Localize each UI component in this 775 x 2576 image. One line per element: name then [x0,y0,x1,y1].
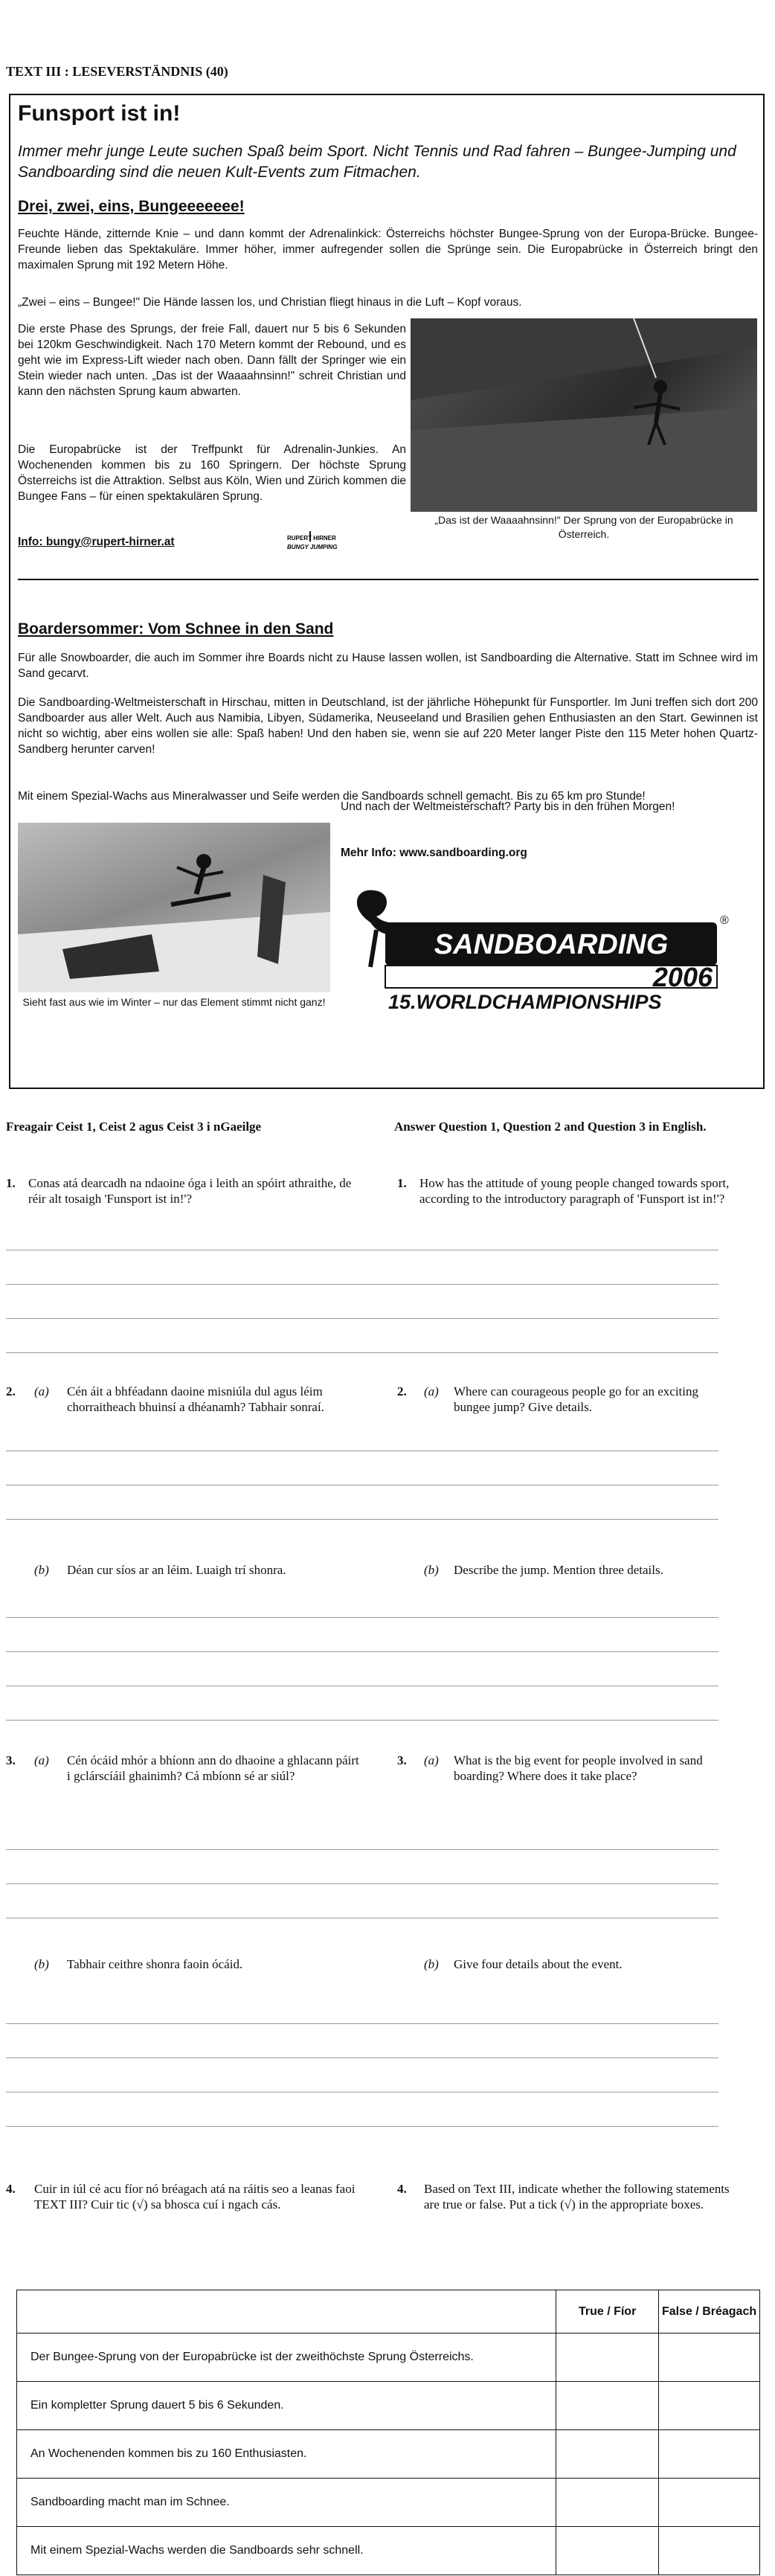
table-header-row [17,2290,760,2334]
answer-line[interactable] [6,1352,718,1353]
section-title: TEXT III : LESEVERSTÄNDNIS (40) [6,64,228,79]
q3b-english: Give four details about the event. [454,1957,623,1971]
bungee-info-email: Info: bungy@rupert-hirner.at [18,536,175,548]
true-column-header: True / Fíor [556,2290,659,2334]
false-column-header: False / Bréagach [659,2290,760,2334]
sandboard-photo-caption: Sieht fast aus wie im Winter – nur das Element stimmt nicht ganz! [22,996,326,1008]
answer-line[interactable] [6,1651,718,1652]
answer-line[interactable] [6,1849,718,1850]
sand-logo-word: SANDBOARDING [434,929,669,960]
answer-line[interactable] [6,1519,718,1520]
sand-paragraph-2: Die Sandboarding-Weltmeisterschaft in Hirschau, mitten in Deutschland, ist der jährliche Höhepunkt für Funsportler. Im Juni treffen sich dort 200 Sandboarder aus aller Welt. Auch aus Namibia, Libyen, Südamerika, Neuseeland und Brasilien gehen Enthusiasten an den Start. Gewinnen ist nicht so wichtig, aber eins wollen sie alle: Spaß haben! Und den haben sie, wenn sie auf 220 Meter langer Piste den 115 Meter hohen Quartz-Sandberg herunter carven! [18,696,758,756]
article-box [9,94,765,1089]
article-title: Funsport ist in! [18,101,181,126]
q4-irish: Cuir in iúl cé acu fíor nó bréagach atá na ráitis seo a leanas faoi TEXT III? Cuir tic (√) sa bhosca cuí i ngach cás. [34,2182,356,2212]
q3b-irish: Tabhair ceithre shonra faoin ócáid. [67,1957,243,1971]
false-checkbox[interactable] [659,2479,760,2527]
bungee-photo [411,318,757,512]
table-row [17,2382,760,2430]
true-false-table [16,2290,760,2575]
answer-line[interactable] [6,1720,718,1721]
answer-line[interactable] [6,1284,718,1285]
bungee-logo-line2: BUNGY JUMPING [287,544,338,550]
q3a-english: What is the big event for people involved in sand boarding? Where does it take place? [454,1753,703,1783]
true-checkbox[interactable] [556,2479,659,2527]
answer-line[interactable] [6,1883,718,1884]
false-checkbox[interactable] [659,2527,760,2575]
q2b-irish: Déan cur síos ar an léim. Luaigh trí shonra. [67,1563,286,1577]
q2a-irish: Cén áit a bhféadann daoine misniúla dul agus léim chorraitheach bhuinsí a dhéanamh? Tabhair sonraí. [67,1384,324,1414]
article-divider [18,579,759,580]
q4-number-ga: 4. [6,2182,16,2196]
table-row [17,2527,760,2575]
true-checkbox[interactable] [556,2382,659,2430]
q3a-label-en: (a) [424,1753,439,1767]
q2a-label-en: (a) [424,1384,439,1398]
bungee-paragraph-1: Feuchte Hände, zitternde Knie – und dann kommt der Adrenalinkick: Österreichs höchster Bungee-Sprung von der Europa-Brücke. Bungee-Freunde lieben das Spektakuläre. Immer höher, immer aufregender sollen die Sprünge sein. Die Europabrücke in Österreich bringt den maximalen Sprung mit 192 Metern Höhe. [18,228,758,272]
q2b-english: Describe the jump. Mention three details. [454,1563,663,1577]
q3b-label-ga: (b) [34,1957,49,1971]
bungee-logo-line1: RUPERT HIRNER [287,535,336,542]
sandboarding-logo [341,878,742,1012]
true-checkbox[interactable] [556,2334,659,2382]
statement-header [17,2290,556,2334]
true-checkbox[interactable] [556,2527,659,2575]
table-row [17,2479,760,2527]
bungee-logo [274,530,356,558]
answer-line[interactable] [6,2023,718,2024]
q2b-label-en: (b) [424,1563,439,1577]
sand-info-link: Mehr Info: www.sandboarding.org [341,847,527,859]
q3b-label-en: (b) [424,1957,439,1971]
q4-english: Based on Text III, indicate whether the following statements are true or false. Put a tick (√) in the appropriate boxes. [424,2182,730,2212]
q2b-label-ga: (b) [34,1563,49,1577]
q2a-english: Where can courageous people go for an exciting bungee jump? Give details. [454,1384,698,1414]
table-row [17,2430,760,2479]
statement-text: Ein kompletter Sprung dauert 5 bis 6 Sekunden. [17,2382,556,2430]
answer-line[interactable] [6,1318,718,1319]
sand-logo-year: 2006 [652,962,713,992]
q3-number-ga: 3. [6,1753,16,1767]
false-checkbox[interactable] [659,2430,760,2479]
q2-number-ga: 2. [6,1384,16,1398]
sand-paragraph-3: Mit einem Spezial-Wachs aus Mineralwasser und Seife werden die Sandboards schnell gemacht. Bis zu 65 km pro Stunde! [18,790,646,803]
true-checkbox[interactable] [556,2430,659,2479]
questions-heading-english: Answer Question 1, Question 2 and Question 3 in English. [394,1120,707,1134]
bungee-photo-caption: „Das ist der Waaaahnsinn!" Der Sprung von der Europabrücke in Österreich. [434,514,733,540]
sand-paragraph-1: Für alle Snowboarder, die auch im Sommer ihre Boards nicht zu Hause lassen wollen, ist Sandboarding die Alternative. Statt im Schnee wird im Sand gecarvt. [18,652,758,680]
sand-logo-event: 15.WORLDCHAMPIONSHIPS [388,991,662,1012]
statement-text: An Wochenenden kommen bis zu 160 Enthusiasten. [17,2430,556,2479]
statement-text: Mit einem Spezial-Wachs werden die Sandboards sehr schnell. [17,2527,556,2575]
statement-text: Sandboarding macht man im Schnee. [17,2479,556,2527]
q3-number-en: 3. [397,1753,407,1767]
false-checkbox[interactable] [659,2382,760,2430]
table-row [17,2334,760,2382]
answer-line[interactable] [6,2126,718,2127]
article-intro: Immer mehr junge Leute suchen Spaß beim Sport. Nicht Tennis und Rad fahren – Bungee-Jumping und Sandboarding sind die neuen Kult-Events zum Fitmachen. [18,143,736,181]
registered-icon: ® [720,914,729,927]
q1-english: How has the attitude of young people changed towards sport, according to the introductory paragraph of 'Funsport ist in!'? [419,1176,730,1206]
statement-text: Der Bungee-Sprung von der Europabrücke ist der zweithöchste Sprung Österreichs. [17,2334,556,2382]
bungee-paragraph-3: Die erste Phase des Sprungs, der freie Fall, dauert nur 5 bis 6 Sekunden bei 120km Geschwindigkeit. Nach 170 Metern kommt der Rebound, und es geht wie im Express-Lift wieder nach oben. Dann fällt der Springer wie ein Stein wieder nach unten. „Das ist der Waaaahnsinn!" schreit Christian und kann den nächsten Sprung kaum abwarten. [18,323,406,398]
q4-number-en: 4. [397,2182,407,2196]
bungee-paragraph-4: Die Europabrücke ist der Treffpunkt für Adrenalin-Junkies. An Wochenenden kommen bis zu 160 Springern. Der höchste Sprung Österreichs ist die Attraktion. Selbst aus Köln, Wien und Zürich kommen die Bungee Fans – für einen spektakulären Sprung. [18,443,406,503]
q3a-irish: Cén ócáid mhór a bhíonn ann do dhaoine a ghlacann páirt i gclárscíáil ghainimh? Cá mbíonn sé ar siúl? [67,1753,359,1783]
bungee-heading: Drei, zwei, eins, Bungeeeeeee! [18,198,245,215]
q2-number-en: 2. [397,1384,407,1398]
q2a-label-ga: (a) [34,1384,49,1398]
false-checkbox[interactable] [659,2334,760,2382]
q1-irish: Conas atá dearcadh na ndaoine óga i leith an spóirt athraithe, de réir alt tosaigh 'Funsport ist in!'? [28,1176,352,1206]
questions-heading-irish: Freagair Ceist 1, Ceist 2 agus Ceist 3 i nGaeilge [6,1120,262,1134]
sand-party-text: Und nach der Weltmeisterschaft? Party bis in den frühen Morgen! [341,800,675,813]
answer-line[interactable] [6,1617,718,1618]
bungee-paragraph-2: „Zwei – eins – Bungee!" Die Hände lassen los, und Christian fliegt hinaus in die Luft – Kopf voraus. [18,296,522,309]
q1-number-ga: 1. [6,1176,16,1190]
sand-heading: Boardersommer: Vom Schnee in den Sand [18,620,334,637]
q3a-label-ga: (a) [34,1753,49,1767]
sandboard-photo [18,823,330,992]
q1-number-en: 1. [397,1176,407,1190]
